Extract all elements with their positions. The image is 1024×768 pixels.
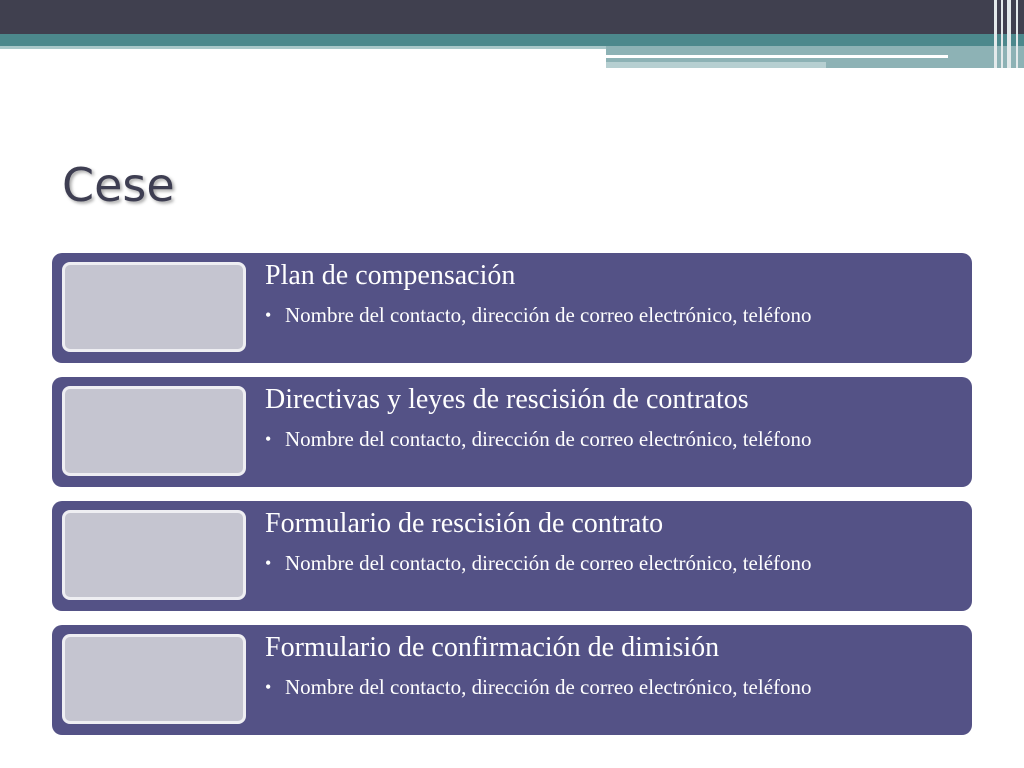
header-stripe	[1007, 0, 1011, 68]
header-band-dark	[0, 0, 1024, 34]
item-bullet	[265, 303, 952, 327]
bullet-icon: •	[265, 677, 272, 697]
bullet-icon: •	[265, 305, 272, 325]
item-thumbnail	[62, 262, 246, 352]
header-stripe	[1016, 0, 1018, 68]
list-item	[52, 501, 972, 611]
list-item	[52, 625, 972, 735]
item-title: Formulario de confirmación de dimisión	[265, 632, 720, 663]
header-band-line-lower	[606, 62, 826, 68]
item-bullet	[265, 551, 952, 575]
header-stripes	[990, 0, 1024, 68]
item-thumbnail	[62, 634, 246, 724]
slide-title: Cese	[62, 158, 175, 212]
item-title: Plan de compensación	[265, 260, 516, 291]
header-band-light	[0, 46, 606, 49]
item-text	[265, 633, 952, 699]
item-text	[265, 261, 952, 327]
item-detail: Nombre del contacto, dirección de correo electrónico, teléfono	[285, 427, 812, 451]
item-title: Formulario de rescisión de contrato	[265, 508, 664, 539]
item-text	[265, 509, 952, 575]
item-bullet	[265, 675, 952, 699]
item-thumbnail	[62, 386, 246, 476]
item-detail: Nombre del contacto, dirección de correo electrónico, teléfono	[285, 303, 812, 327]
item-detail: Nombre del contacto, dirección de correo electrónico, teléfono	[285, 551, 812, 575]
header-band-line	[606, 55, 948, 58]
list-item	[52, 377, 972, 487]
bullet-icon: •	[265, 429, 272, 449]
item-thumbnail	[62, 510, 246, 600]
bullet-icon: •	[265, 553, 272, 573]
item-list	[52, 253, 972, 749]
header-band-teal	[0, 34, 1024, 46]
list-item	[52, 253, 972, 363]
item-text	[265, 385, 952, 451]
header-stripe	[994, 0, 997, 68]
item-title: Directivas y leyes de rescisión de contratos	[265, 384, 749, 415]
item-bullet	[265, 427, 952, 451]
header-stripe	[1001, 0, 1003, 68]
item-detail: Nombre del contacto, dirección de correo electrónico, teléfono	[285, 675, 812, 699]
